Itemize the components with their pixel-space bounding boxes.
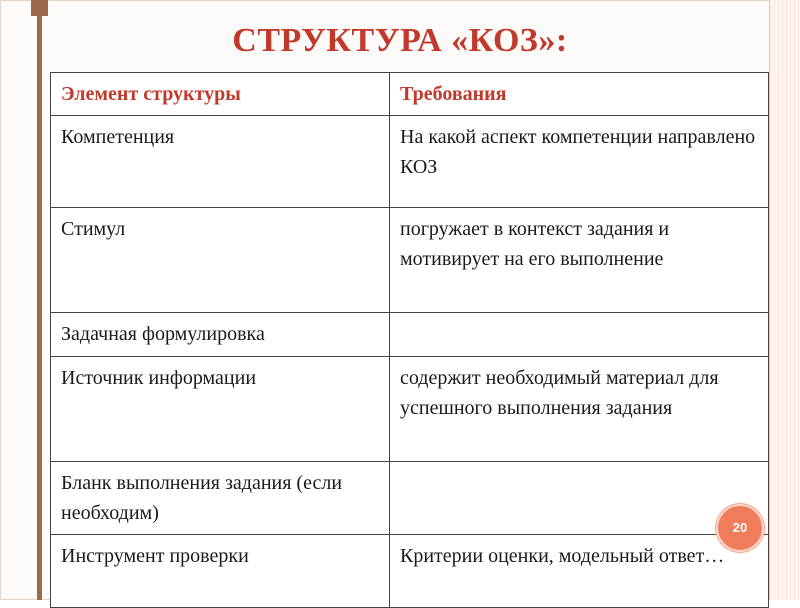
page-number-badge: 20 — [716, 504, 764, 552]
slide-title: СТРУКТУРА «КОЗ»: — [232, 22, 568, 59]
table-row — [51, 357, 769, 462]
decorative-left-cap — [31, 0, 48, 16]
table-row — [51, 313, 769, 357]
header-requirements: Требования — [390, 73, 769, 116]
row-requirement-cell — [390, 313, 769, 357]
row-element-cell: Задачная формулировка — [51, 313, 390, 357]
decorative-left-bar — [37, 0, 42, 600]
row-requirement-cell: содержит необходимый материал для успешного выполнения задания — [390, 357, 769, 462]
structure-table — [50, 72, 769, 608]
row-requirement-cell: погружает в контекст задания и мотивирует на его выполнение — [390, 208, 769, 313]
row-element-cell: Компетенция — [51, 116, 390, 208]
decorative-stripe-band — [769, 0, 800, 600]
table-row — [51, 208, 769, 313]
table-row — [51, 462, 769, 535]
row-element-cell: Инструмент проверки — [51, 535, 390, 608]
table-header-row — [51, 73, 769, 116]
table-row — [51, 116, 769, 208]
header-element: Элемент структуры — [51, 73, 390, 116]
row-element-cell: Бланк выполнения задания (если необходим) — [51, 462, 390, 535]
table-row — [51, 535, 769, 608]
row-requirement-cell: Критерии оценки, модельный ответ… — [390, 535, 769, 608]
row-element-cell: Стимул — [51, 208, 390, 313]
row-element-cell: Источник информации — [51, 357, 390, 462]
row-requirement-cell — [390, 462, 769, 535]
row-requirement-cell: На какой аспект компетенции направлено КОЗ — [390, 116, 769, 208]
